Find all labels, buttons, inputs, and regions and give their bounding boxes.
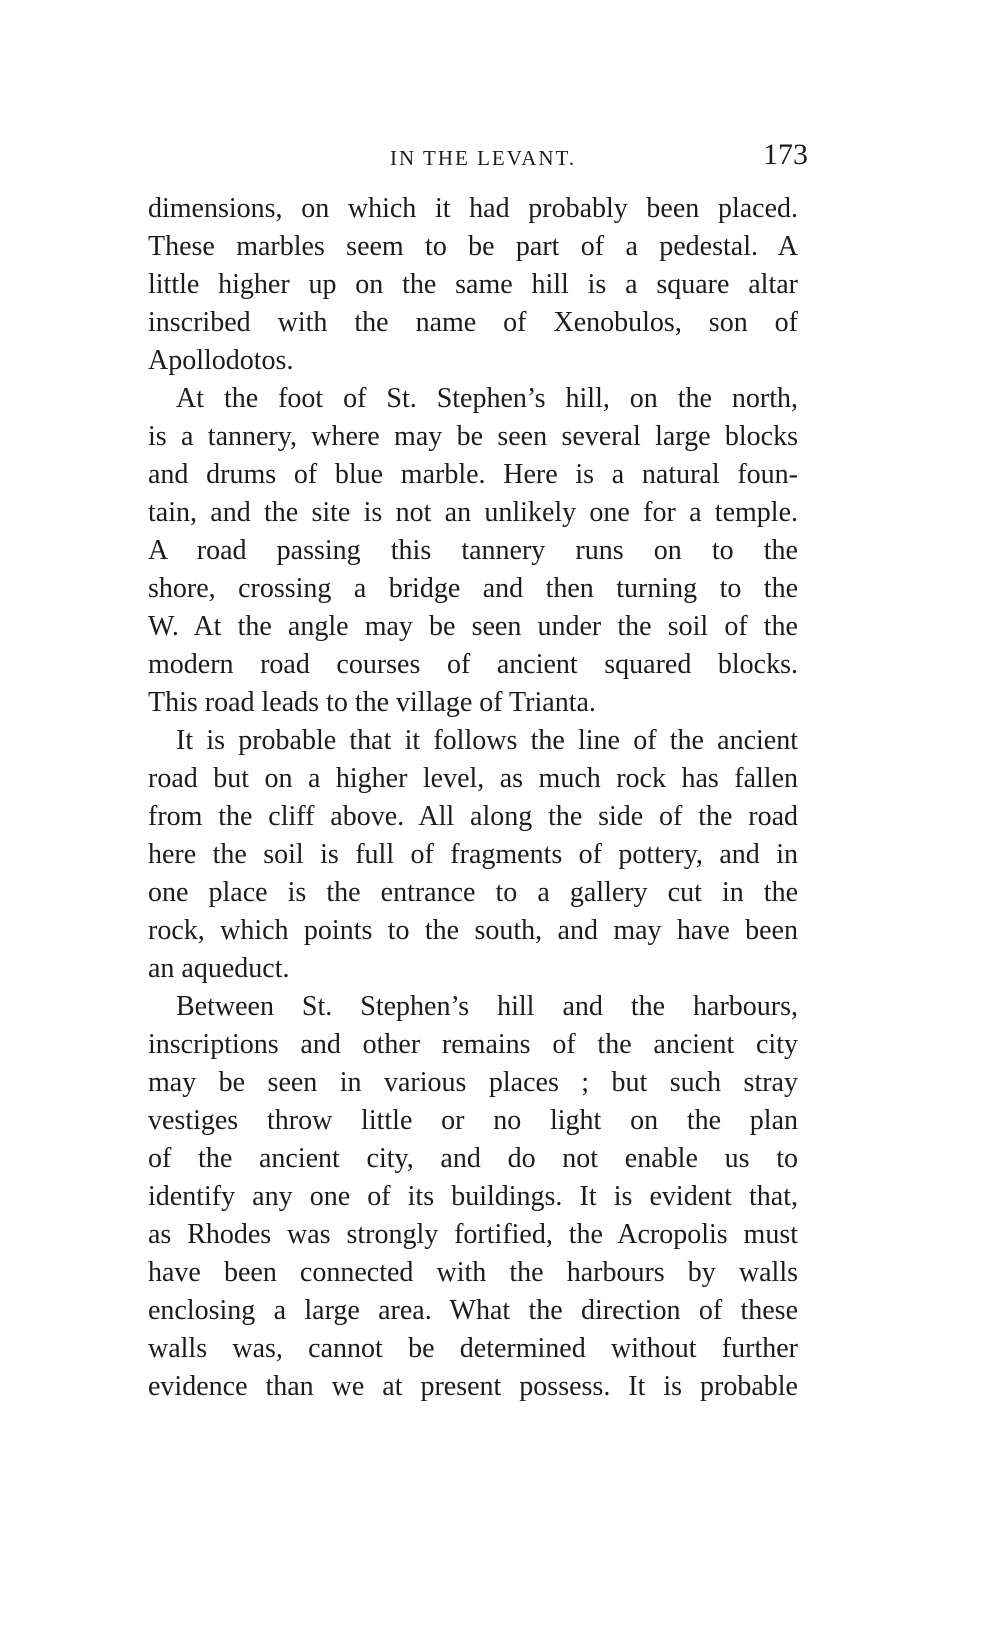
text-line: inscribed with the name of Xenobulos, son of: [148, 307, 798, 338]
text-line: little higher up on the same hill is a square altar: [148, 269, 798, 300]
text-line: This road leads to the village of Trianta.: [148, 687, 596, 718]
text-line: vestiges throw little or no light on the plan: [148, 1105, 798, 1136]
text-line: may be seen in various places ; but such stray: [148, 1067, 798, 1098]
text-line: from the cliff above. All along the side of the road: [148, 801, 798, 832]
text-line: These marbles seem to be part of a pedestal. A: [148, 231, 798, 262]
text-line: rock, which points to the south, and may have been: [148, 915, 798, 946]
body-text: [148, 190, 798, 1406]
page-number: 173: [763, 138, 808, 171]
text-line: walls was, cannot be determined without further: [148, 1333, 798, 1364]
text-line: have been connected with the harbours by walls: [148, 1257, 798, 1288]
text-line: one place is the entrance to a gallery cut in the: [148, 877, 798, 908]
text-line: dimensions, on which it had probably been placed.: [148, 193, 798, 224]
text-line: identify any one of its buildings. It is evident that,: [148, 1181, 798, 1212]
running-title: IN THE LEVANT.: [390, 146, 577, 170]
text-line: and drums of blue marble. Here is a natural foun-: [148, 459, 798, 490]
text-line: of the ancient city, and do not enable us to: [148, 1143, 798, 1174]
text-line: A road passing this tannery runs on to the: [148, 535, 798, 566]
text-line: W. At the angle may be seen under the soil of the: [148, 611, 798, 642]
text-line: is a tannery, where may be seen several large blocks: [148, 421, 798, 452]
text-line: shore, crossing a bridge and then turning to the: [148, 573, 798, 604]
text-line: enclosing a large area. What the direction of these: [148, 1295, 798, 1326]
text-line: as Rhodes was strongly fortified, the Acropolis must: [148, 1219, 798, 1250]
text-line: evidence than we at present possess. It is probable: [148, 1371, 798, 1402]
text-line: Apollodotos.: [148, 345, 294, 376]
text-line: inscriptions and other remains of the ancient city: [148, 1029, 798, 1060]
paragraph-first-line: Between St. Stephen’s hill and the harbours,: [176, 991, 798, 1022]
text-line: modern road courses of ancient squared blocks.: [148, 649, 798, 680]
paragraph-first-line: At the foot of St. Stephen’s hill, on the north,: [176, 383, 798, 414]
text-line: an aqueduct.: [148, 953, 290, 984]
paragraph-first-line: It is probable that it follows the line of the ancient: [176, 725, 798, 756]
text-line: tain, and the site is not an unlikely one for a temple.: [148, 497, 798, 528]
text-line: here the soil is full of fragments of pottery, and in: [148, 839, 798, 870]
running-head: [140, 138, 830, 178]
text-line: road but on a higher level, as much rock has fallen: [148, 763, 798, 794]
